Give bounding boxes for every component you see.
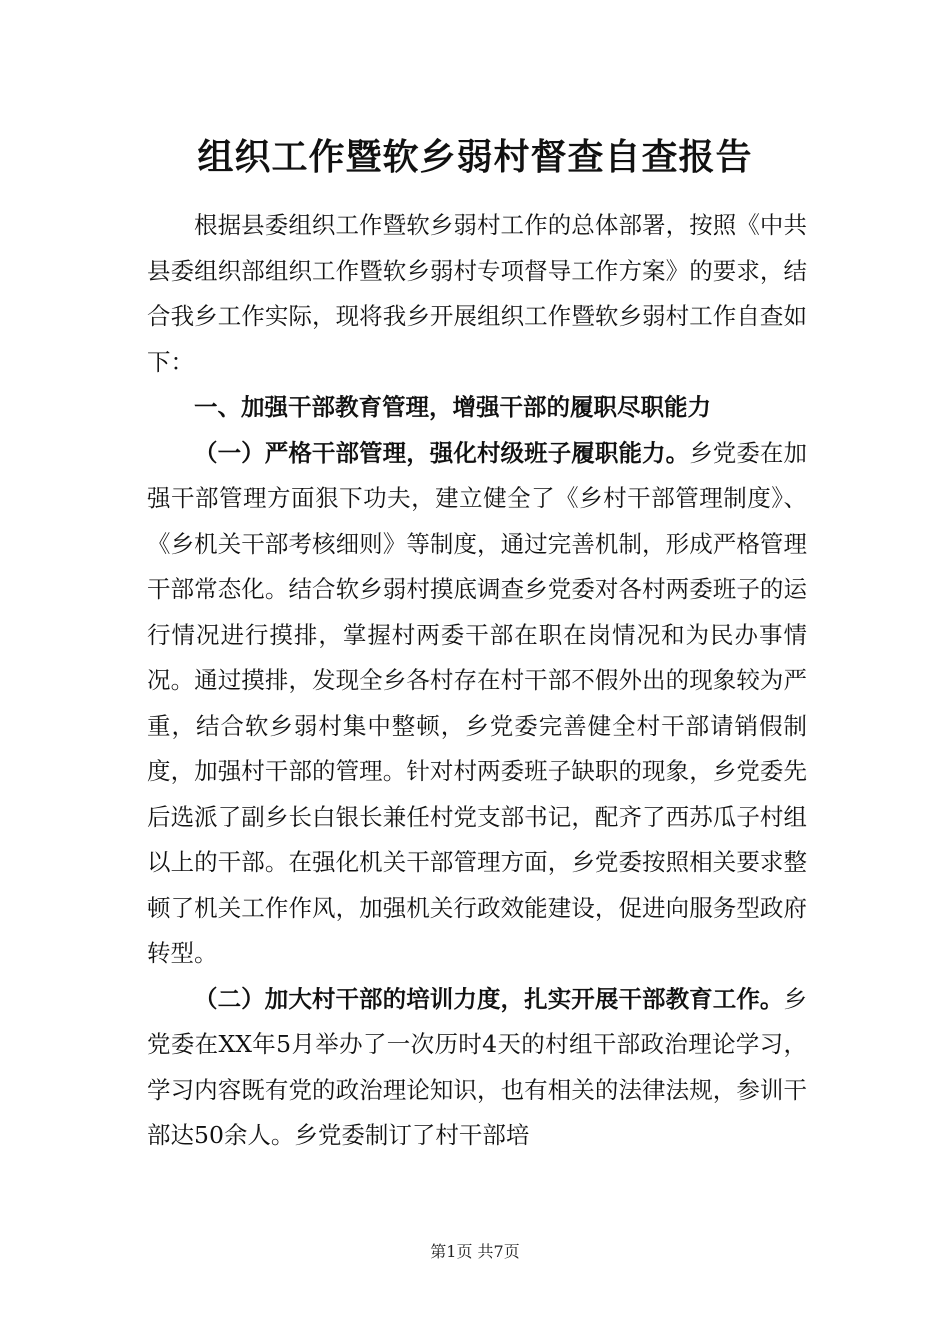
page-number: 第1页 共7页 [430, 1242, 520, 1261]
section-heading: 一、加强干部教育管理，增强干部的履职尽职能力 [194, 393, 711, 421]
subsection-2-paragraph [147, 977, 807, 1159]
subsection-1-heading: （一）严格干部管理，强化村级班子履职能力。 [194, 438, 690, 467]
document-body [147, 203, 807, 1159]
document-title: 组织工作暨软乡弱村督查自查报告 [197, 137, 753, 178]
subsection-2-heading: （二）加大村干部的培训力度，扎实开展干部教育工作。 [194, 984, 784, 1013]
subsection-2-text: 乡党委在XX年5月举办了一次历时4天的村组干部政治理论学习，学习内容既有党的政治理论知识，也有相关的法律法规，参训干部达50余人。乡党委制订了村干部培 [147, 984, 807, 1149]
intro-paragraph: 根据县委组织工作暨软乡弱村工作的总体部署，按照《中共县委组织部组织工作暨软乡弱村专项督导工作方案》的要求，结合我乡工作实际，现将我乡开展组织工作暨软乡弱村工作自查如下： [147, 211, 807, 376]
subsection-1-paragraph [147, 431, 807, 977]
subsection-1-text: 乡党委在加强干部管理方面狠下功夫，建立健全了《乡村干部管理制度》、《乡机关干部考核细则》等制度，通过完善机制，形成严格管理干部常态化。结合软乡弱村摸底调查乡党委对各村两委班子的运行情况进行摸排，掌握村两委干部在职在岗情况和为民办事情况。通过摸排，发现全乡各村存在村干部不假外出的现象较为严重，结合软乡弱村集中整顿，乡党委完善健全村干部请销假制度，加强村干部的管理。针对村两委班子缺职的现象，乡党委先后选派了副乡长白银长兼任村党支部书记，配齐了西苏瓜子村组以上的干部。在强化机关干部管理方面，乡党委按照相关要求整顿了机关工作作风，加强机关行政效能建设，促进向服务型政府转型。 [147, 438, 808, 967]
